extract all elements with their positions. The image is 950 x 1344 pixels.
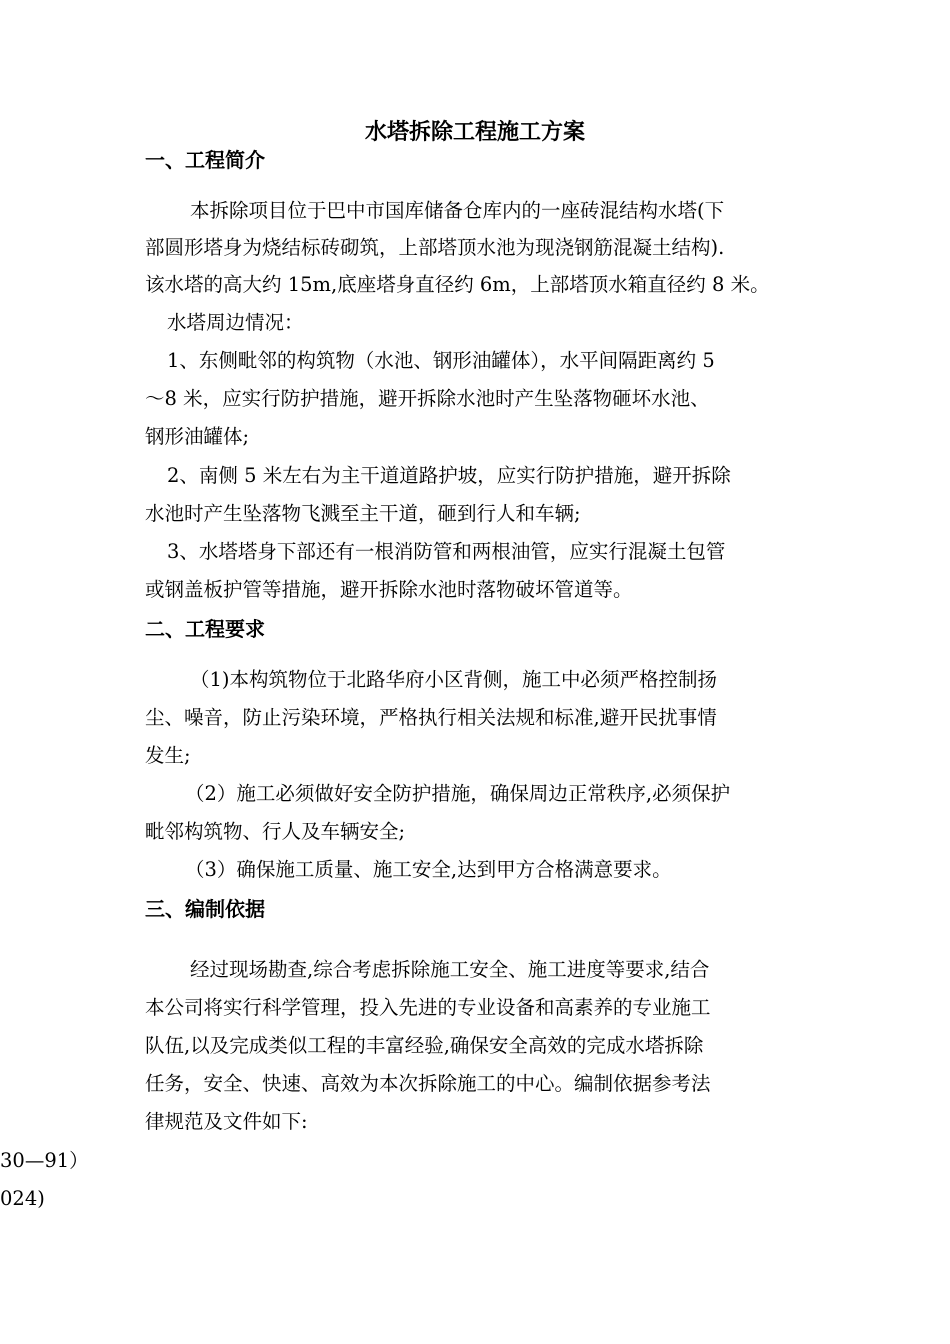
paragraph-line: （1)本构筑物位于北路华府小区背侧，施工中必须严格控制扬 [190,668,718,691]
paragraph-line: 本公司将实行科学管理，投入先进的专业设备和高素养的专业施工 [145,996,711,1019]
paragraph-line: 本拆除项目位于巴中市国库储备仓库内的一座砖混结构水塔(下 [190,199,725,222]
paragraph-line: 尘、噪音，防止污染环境，严格执行相关法规和标准,避开民扰事情 [145,706,717,729]
paragraph-line: ～8 米，应实行防护措施，避开拆除水池时产生坠落物砸坏水池、 [145,387,710,410]
paragraph-line: （2）施工必须做好安全防护措施，确保周边正常秩序,必须保护 [185,782,731,805]
section-heading-basis: 三、编制依据 [145,897,265,921]
paragraph-line: 2、南侧 5 米左右为主干道道路护坡，应实行防护措施，避开拆除 [167,464,731,487]
paragraph-line: 毗邻构筑物、行人及车辆安全; [145,820,406,843]
paragraph-line: 任务，安全、快速、高效为本次拆除施工的中心。编制依据参考法 [145,1072,711,1095]
paragraph-line: 发生; [145,744,191,767]
paragraph-line: 部圆形塔身为烧结标砖砌筑，上部塔顶水池为现浇钢筋混凝土结构). [145,236,725,259]
paragraph-line: 水池时产生坠落物飞溅至主干道，砸到行人和车辆; [145,502,581,525]
paragraph-line: 该水塔的高大约 15m,底座塔身直径约 6m，上部塔顶水箱直径约 8 米。 [145,273,770,296]
paragraph-line: 1、东侧毗邻的构筑物（水池、钢形油罐体），水平间隔距离约 5 [167,349,715,372]
paragraph-line: 队伍,以及完成类似工程的丰富经验,确保安全高效的完成水塔拆除 [145,1034,704,1057]
paragraph-line: 钢形油罐体; [145,425,250,448]
clipped-reference-line: 024) [0,1187,45,1210]
paragraph-line: 水塔周边情况： [167,311,304,334]
paragraph-line: 3、水塔塔身下部还有一根消防管和两根油管，应实行混凝土包管 [167,540,726,563]
paragraph-line: 律规范及文件如下: [145,1110,308,1133]
section-heading-overview: 一、工程简介 [145,148,265,172]
document-title: 水塔拆除工程施工方案 [364,120,585,145]
paragraph-line: 或钢盖板护管等措施，避开拆除水池时落物破坏管道等。 [145,578,633,601]
paragraph-line: 经过现场勘查,综合考虑拆除施工安全、施工进度等要求,结合 [190,958,710,981]
paragraph-line: （3）确保施工质量、施工安全,达到甲方合格满意要求。 [185,858,672,881]
section-heading-requirements: 二、工程要求 [145,617,265,641]
clipped-reference-line: 30—91） [0,1149,89,1172]
